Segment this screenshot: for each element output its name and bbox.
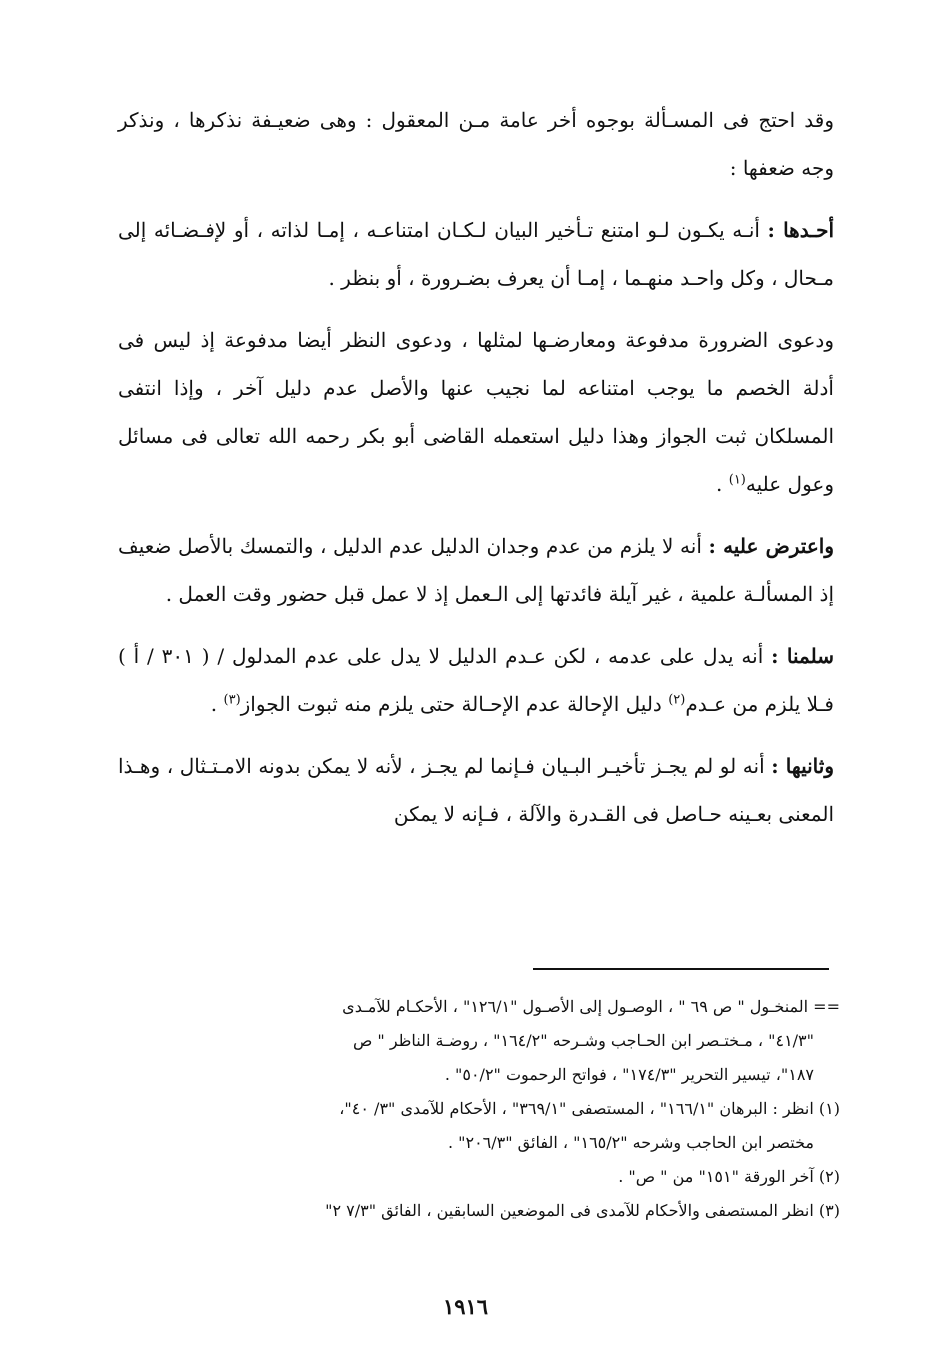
paragraph-objection xyxy=(118,522,834,618)
page-number: ١٩١٦ xyxy=(442,1294,489,1319)
paragraph-response xyxy=(118,316,834,508)
concession-text-b: دليل الإحالة عدم الإحـالة حتى يلزم منه ثبوت الجواز xyxy=(240,692,669,716)
concession-heading: سلمنا : xyxy=(771,644,834,668)
paragraph-first-argument xyxy=(118,206,834,302)
concession-end: . xyxy=(210,692,224,716)
response-text: ودعوى الضرورة مدفوعة ومعارضـها لمثلها ، ودعوى النظر أيضا مدفوعة إذ ليس فى أدلة الخصم ما يوجب امتناعه لما نجيب عنها والأصل عدم دليل آخر ، وإذا انتفى المسلكان ثبت الجواز وهذا دليل استعمله القاضى أبو بكر رحمه الله تعالى فى مسائل وعول عليه xyxy=(118,328,834,496)
second-argument-heading: وثانيها : xyxy=(771,754,834,778)
concession-text-a: أنه يدل على عدمه ، لكن عـدم الدليل لا يدل على عدم المدلول / ( ٣٠١ / أ ) فـلا يلزم من عـدم xyxy=(118,644,834,716)
paragraph-second-argument xyxy=(118,742,834,838)
footnote-continuation-line-2: "٤١/٣" ، مـختـصر ابن الحـاجب وشـرحه "١٦٤/٢" ، روضـة الناظر " ص xyxy=(352,1031,814,1050)
footnote-1-line-2: مختصر ابن الحاجب وشرحه "١٦٥/٢" ، الفائق "٢٠٦/٣" . xyxy=(447,1133,814,1152)
response-end: . xyxy=(716,472,729,496)
objection-heading: واعترض عليه : xyxy=(708,534,834,558)
first-argument-heading: أحـدها : xyxy=(767,218,835,242)
paragraph-intro-text: وقد احتج فى المسـألة بوجوه أخر عامة مـن المعقول : وهى ضعيـفة نذكرها ، ونذكر وجه ضعفها : xyxy=(118,108,834,180)
footnote-ref-2: (٢) xyxy=(668,692,686,708)
paragraph-concession xyxy=(118,632,834,728)
footnote-ref-1: (١) xyxy=(728,472,746,488)
footnote-ref-3: (٣) xyxy=(223,692,241,708)
footnote-1-line-1: (١) انظر : البرهان "١٦٦/١" ، المستصفى "٣٦٩/١" ، الأحكام للآمدى "٣/ ٤٠"، xyxy=(339,1099,840,1118)
footnotes xyxy=(118,990,840,1228)
footnote-2: (٢) آخر الورقة "١٥١" من " ص" . xyxy=(618,1167,840,1186)
footnote-separator xyxy=(533,968,829,970)
footnote-3: (٣) انظر المستصفى والأحكام للآمدى فى الموضعين السابقين ، الفائق "٧/٣ ٢" xyxy=(325,1201,840,1220)
footnote-continuation-line-3: ١٨٧"، تيسير التحرير "١٧٤/٣" ، فواتح الرحموت "٥٠/٢" . xyxy=(444,1065,814,1084)
objection-text: أنه لا يلزم من عدم وجدان الدليل عدم الدليل ، والتمسك بالأصل ضعيف إذ المسألـة علمية ، غير آيلة فائدتها إلى الـعمل إذ لا عمل قبل حضور وقت العمل . xyxy=(118,534,834,606)
main-text xyxy=(118,96,834,852)
paragraph-intro xyxy=(118,96,834,192)
second-argument-text: أنه لو لم يجـز تأخيـر البـيان فـإنما لم يجـز ، لأنه لا يمكن بدونه الامـتـثال ، وهـذا المعنى بعـينه حـاصل فى القـدرة والآلة ، فـإنه لا يمكن xyxy=(118,754,834,826)
footnote-continuation-line-1: == المنخـول " ص ٦٩ " ، الوصـول إلى الأصـول "١٢٦/١" ، الأحكـام للآمـدى xyxy=(342,997,840,1016)
first-argument-text: أنـه يكـون لـو امتنع تـأخير البيان لـكـان امتناعـه ، إمـا لذاته ، أو لإفـضـائه إلى مـحال ، وكل واحـد منهـما ، إمـا أن يعرف بضـرورة ، أو بنظر . xyxy=(118,218,834,290)
